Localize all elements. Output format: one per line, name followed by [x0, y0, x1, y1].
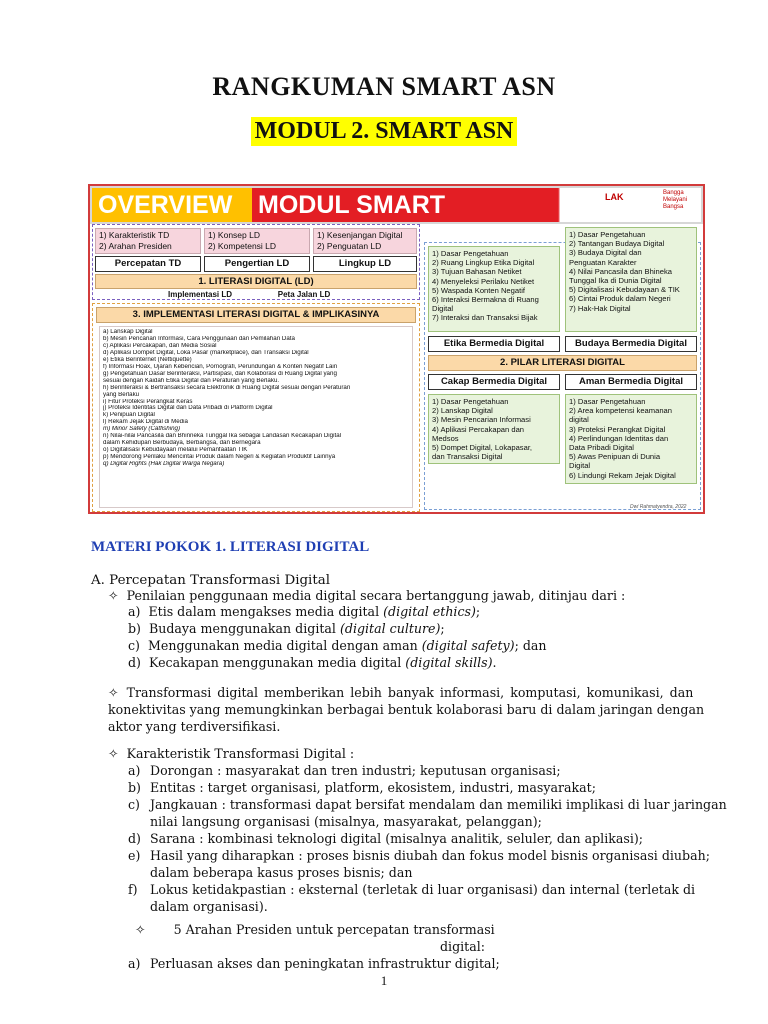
label-percepatan-td: Percepatan TD — [95, 256, 201, 272]
item-label: c) — [128, 797, 140, 812]
bullet-1 — [108, 587, 625, 604]
item-tail: ; — [440, 621, 445, 636]
overview-header — [90, 186, 703, 224]
aman-box — [565, 394, 697, 484]
list-item: 3) Mesin Pencarian Informasi — [432, 415, 531, 425]
list-item: 2) Ruang Lingkup Etika Digital — [432, 258, 535, 268]
label-pengertian-ld: Pengertian LD — [204, 256, 310, 272]
item-label: c) — [128, 638, 140, 653]
bullet-4-line-1: 5 Arahan Presiden untuk percepatan transformasi — [173, 922, 495, 937]
list-item: n) Nilai-nilai Pancasila dan Bhinneka Tunggal Ika sebagai Landasan Kecakapan Digital — [103, 433, 342, 440]
item-label: b) — [128, 621, 141, 636]
section-heading: MATERI POKOK 1. LITERASI DIGITAL — [91, 539, 370, 555]
list-item: a) Lanskap Digital — [103, 329, 153, 335]
list-item — [128, 779, 596, 796]
overview-header-left: OVERVIEW — [92, 188, 252, 222]
bullet-3 — [108, 745, 354, 762]
list-item: p) Mendorong Perilaku Mencintai Produk dalam Negeri & Kegiatan Produktif Lainnya — [103, 454, 336, 461]
list-item: dalam Kehidupan Berbudaya, Berbangsa, dan Bernegara — [103, 440, 261, 447]
list-item: j) Proteksi Identitas Digital dan Data Pribadi di Platform Digital — [103, 405, 273, 412]
list-item-continuation: dalam organisasi). — [150, 899, 268, 914]
list-item: 3) Proteksi Perangkat Digital — [569, 424, 666, 434]
cakap-box — [428, 394, 560, 464]
bullet-2-line-3: aktor yang terdiversifikasi. — [108, 719, 281, 734]
item-label: d) — [128, 831, 141, 846]
list-item: 4) Menyeleksi Perilaku Netiket — [432, 276, 535, 286]
list-item: o) Digitalisasi Kebudayaan melalui Pemanfaatan TIK — [103, 447, 248, 454]
bullet-3-text: Karakteristik Transformasi Digital : — [126, 746, 355, 761]
bullet-4-line-2: digital: — [440, 939, 486, 954]
list-item: 5) Dompet Digital, Lokapasar, — [432, 443, 533, 453]
etika-box — [428, 246, 560, 332]
label-aman: Aman Bermedia Digital — [565, 374, 697, 390]
pilar-group — [424, 230, 701, 510]
list-item: 1) Dasar Pengetahuan — [569, 230, 646, 239]
implementasi-list — [99, 326, 413, 508]
label-etika: Etika Bermedia Digital — [428, 336, 560, 352]
item-text: Perluasan akses dan peningkatan infrastruktur digital; — [150, 956, 500, 971]
list-item: 7) Hak-Hak Digital — [569, 303, 631, 313]
list-item: 5) Waspada Konten Negatif — [432, 285, 526, 295]
item-text: Kecakapan menggunakan media digital — [149, 655, 406, 670]
item-italic: (digital safety) — [421, 638, 515, 653]
item-label: e) — [128, 848, 141, 863]
list-item: sesuai dengan Kaidah Etika Digital dan Peraturan yang Berlaku. — [103, 377, 280, 384]
item-label: b) — [128, 780, 141, 795]
list-item: 5) Awas Penipuan di Dunia — [569, 452, 661, 462]
list-item: digital — [569, 415, 589, 425]
overview-infographic — [88, 184, 705, 514]
diamond-outline-icon: ✧ — [108, 588, 119, 603]
list-item: 4) Aplikasi Percakapan dan — [432, 424, 525, 434]
item-italic: (digital ethics) — [383, 604, 476, 619]
item-text: Sarana : kombinasi teknologi digital (misalnya analitik, seluler, dan aplikasi); — [150, 831, 644, 846]
list-item: m) Minor Safety (Catfishing) — [103, 426, 181, 433]
implementasi-group — [92, 303, 420, 512]
list-item: 1) Konsep LD — [208, 230, 260, 240]
list-item — [128, 654, 497, 671]
item-label: a) — [128, 604, 141, 619]
label-implementasi-ld: Implementasi LD — [151, 291, 249, 299]
bar-implementasi: 3. IMPLEMENTASI LITERASI DIGITAL & IMPLIKASINYA — [96, 307, 416, 323]
list-item — [128, 796, 727, 813]
list-item: i) Fitur Proteksi Perangkat Keras — [103, 398, 193, 405]
list-item: 6) Lindungi Rekam Jejak Digital — [569, 470, 676, 480]
section-a-title: A. Percepatan Transformasi Digital — [91, 573, 330, 588]
list-item — [128, 847, 710, 864]
list-item: 6) Interaksi Bermakna di Ruang — [432, 295, 539, 305]
list-item: l) Rekam Jejak Digital di Media — [103, 419, 188, 426]
list-item: f) Informasi Hoax, Ujaran Kebencian, Pornografi, Perundungan & Konten Negatif Lain — [103, 363, 338, 370]
page-subtitle: MODUL 2. SMART ASN — [251, 117, 518, 146]
list-item: 3) Budaya Digital dan — [569, 248, 642, 258]
list-item — [128, 955, 500, 972]
item-label: a) — [128, 956, 141, 971]
label-cakap: Cakap Bermedia Digital — [428, 374, 560, 390]
label-lingkup-ld: Lingkup LD — [313, 256, 417, 272]
bar-literasi-digital: 1. LITERASI DIGITAL (LD) — [95, 274, 417, 289]
bullet-1-text: Penilaian penggunaan media digital secara bertanggung jawab, ditinjau dari : — [126, 588, 626, 603]
list-item: d) Aplikasi Dompet Digital, Loka Pasar (marketplace), dan Transaksi Digital — [103, 349, 309, 356]
list-item — [128, 620, 445, 637]
percepatan-td-box — [95, 228, 201, 254]
item-text: Budaya menggunakan digital — [149, 621, 340, 636]
item-tail: . — [492, 655, 497, 670]
item-text: Dorongan : masyarakat dan tren industri; keputusan organisasi; — [150, 763, 561, 778]
item-text: Jangkauan : transformasi dapat bersifat mendalam dan memiliki implikasi di luar jaringan — [150, 797, 727, 812]
page-number: 1 — [380, 973, 388, 988]
list-item: 7) Interaksi dan Transaksi Bijak — [432, 313, 538, 323]
bar-pilar: 2. PILAR LITERASI DIGITAL — [428, 355, 697, 371]
item-text: Lokus ketidakpastian : eksternal (terletak di luar organisasi) dan internal (terletak di — [150, 882, 696, 897]
list-item — [128, 881, 696, 898]
lingkup-ld-box — [313, 228, 417, 254]
list-item: 4) Perlindungan Identitas dan — [569, 433, 669, 443]
item-text: Etis dalam mengakses media digital — [148, 604, 384, 619]
item-italic: (digital culture) — [339, 621, 441, 636]
list-item: Digital — [432, 304, 454, 314]
list-item — [128, 762, 561, 779]
item-text: Hasil yang diharapkan : proses bisnis diubah dan fokus model bisnis organisasi diubah; — [150, 848, 710, 863]
list-item: c) Aplikasi Percakapan, dan Media Sosial — [103, 342, 217, 349]
list-item: Data Pribadi Digital — [569, 443, 634, 453]
list-item: 2) Area kompetensi keamanan — [569, 406, 672, 416]
list-item: Penguatan Karakter — [569, 257, 637, 267]
list-item: 2) Penguatan LD — [317, 241, 382, 251]
list-item: 2) Kompetensi LD — [208, 241, 277, 251]
item-tail: ; — [475, 604, 481, 619]
bullet-2-line-1: Transformasi digital memberikan lebih banyak informasi, komputasi, komunikasi, dan — [126, 685, 694, 700]
list-item-continuation: nilai langsung organisasi (misalnya, masyarakat, pelanggan); — [150, 814, 542, 829]
pengertian-ld-box — [204, 228, 310, 254]
list-item: 4) Nilai Pancasila dan Bhineka — [569, 266, 672, 276]
list-item: 1) Dasar Pengetahuan — [432, 397, 509, 406]
credit: Dwi Rahmatyendra, 2022 — [630, 504, 687, 510]
list-item: yang Berlaku — [103, 391, 140, 398]
diamond-outline-icon: ✧ — [108, 685, 119, 700]
item-text: Menggunakan media digital dengan aman — [147, 638, 422, 653]
list-item: Digital — [569, 461, 591, 471]
item-tail: ; dan — [514, 638, 547, 653]
list-item: 1) Kesenjangan Digital — [317, 230, 403, 240]
overview-header-right: MODUL SMART — [252, 188, 497, 222]
list-item: 2) Tantangan Budaya Digital — [569, 239, 665, 249]
list-item: Medsos — [432, 433, 459, 443]
label-budaya: Budaya Bermedia Digital — [565, 336, 697, 352]
list-item: 2) Lanskap Digital — [432, 406, 493, 416]
list-item: k) Penipuan Digital — [103, 412, 155, 419]
bullet-2 — [108, 684, 693, 701]
list-item: 1) Dasar Pengetahuan — [569, 397, 646, 406]
list-item: h) Berinteraksi & Bertransaksi secara Elektronik di Ruang Digital sesuai dengan Peraturan — [103, 384, 351, 391]
item-italic: (digital skills) — [405, 655, 493, 670]
bullet-2-line-2: konektivitas yang memungkinkan berbagai bentuk kolaborasi baru di dalam jaringan dengan — [108, 702, 705, 717]
list-item: 2) Arahan Presiden — [99, 241, 172, 251]
list-item: 1) Dasar Pengetahuan — [432, 249, 509, 258]
list-item — [128, 830, 644, 847]
item-label: d) — [128, 655, 141, 670]
literasi-digital-group — [92, 224, 420, 300]
bullet-4 — [135, 921, 495, 938]
list-item — [128, 603, 480, 620]
list-item: 5) Digitalisasi Kebudayaan & TIK — [569, 285, 680, 295]
list-item — [128, 637, 547, 654]
list-item: q) Digital Rights (Hak Digital Warga Negara) — [103, 461, 225, 468]
list-item: 3) Tujuan Bahasan Netiket — [432, 267, 522, 277]
item-label: f) — [128, 882, 138, 897]
list-item: e) Etika Berinternet (Nettiquette) — [103, 356, 192, 363]
diamond-outline-icon: ✧ — [108, 746, 119, 761]
list-item: 1) Karakteristik TD — [99, 230, 170, 240]
item-label: a) — [128, 763, 141, 778]
list-item: Tunggal Ika di Dunia Digital — [569, 276, 662, 286]
list-item: b) Mesin Pencarian Informasi, Cara Penggunaan dan Pemilahan Data — [103, 335, 295, 342]
item-text: Entitas : target organisasi, platform, ekosistem, industri, masyarakat; — [150, 780, 596, 795]
page-title: RANGKUMAN SMART ASN — [212, 72, 556, 101]
list-item: 6) Cintai Produk dalam Negeri — [569, 294, 671, 304]
list-item-continuation: dalam beberapa kasus proses bisnis; dan — [150, 865, 413, 880]
label-peta-jalan-ld: Peta Jalan LD — [259, 291, 349, 299]
logo-text: LAK — [605, 192, 624, 202]
list-item: dan Transaksi Digital — [432, 452, 503, 462]
diamond-outline-icon: ✧ — [135, 922, 146, 937]
logo-tagline: Bangga Melayani Bangsa — [663, 190, 688, 210]
list-item: g) Pengetahuan Dasar Berinteraksi, Partisipasi, dan Kolaborasi di Ruang Digital yang — [103, 370, 337, 377]
budaya-box — [565, 227, 697, 332]
